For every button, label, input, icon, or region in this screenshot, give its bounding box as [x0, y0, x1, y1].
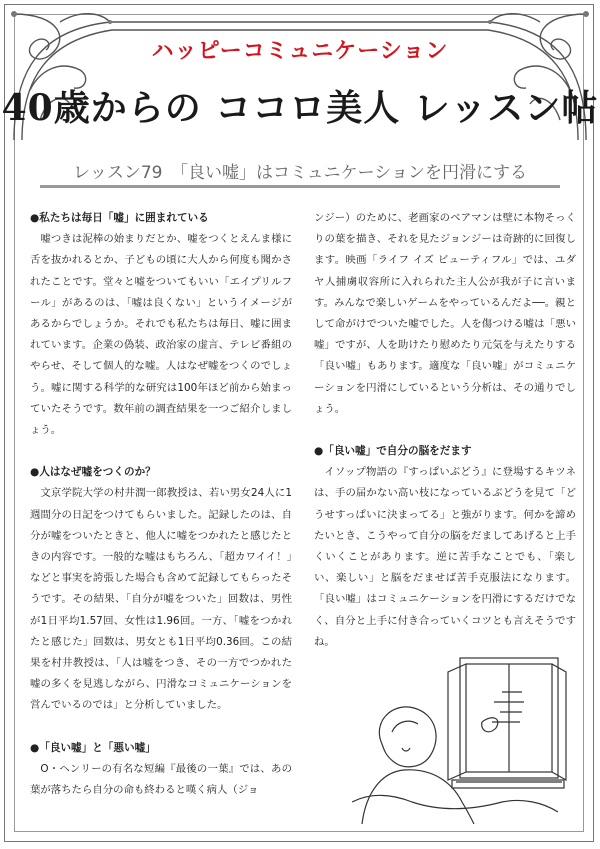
left-column [30, 208, 292, 801]
section-heading: ●「良い嘘」で自分の脳をだます [314, 445, 472, 458]
section-heading: ●「良い嘘」と「悪い嘘」 [30, 741, 156, 754]
section-body: 嘘つきは泥棒の始まりだとか、嘘をつくとえんま様に舌を抜かれるとか、子どもの頃に大人から何度も聞かされたことです。堂々と嘘をついてもいい「エイプリルフール」があるのは、「嘘は良くない」というイメージがあるからでしょうか。それでも私たちは毎日、嘘に囲まれています。企業の偽装、政治家の虚言、テレビ番組のやらせ、そして個人的な嘘。人はなぜ嘘をつくのでしょう。嘘に関する科学的な研究は100年ほど前から始まっていたそうです。数年前の調査結果を一つご紹介しましょう。 [30, 233, 292, 437]
subtitle-rule [40, 185, 560, 188]
section-body: O・ヘンリーの有名な短編『最後の一葉』では、あの葉が落ちたら自分の命も終わると嘆く病人（ジョ [30, 762, 292, 797]
section-heading: ●私たちは毎日「嘘」に囲まれている [30, 212, 209, 224]
series-kicker: ハッピーコミュニケーション [151, 38, 449, 64]
section-body: ンジー）のために、老画家のベアマンは壁に本物そっくりの葉を描き、それを見たジョンジーは奇跡的に回復します。映画「ライフ イズ ビューティフル」では、ユダヤ人捕虜収容所に入れられた主人公が我が子に言います。みんなで楽しいゲームをやっているんだよ──。親として命がけでついた嘘でした。人を傷つける嘘は「悪い嘘」ですが、人を助けたり慰めたり元気を与えたりする「良い嘘」もあります。適度な「良い嘘」がコミュニケーションを円滑にしているという分析は、その通りでしょう。 [314, 212, 576, 415]
right-column [314, 208, 576, 653]
page-title: 40歳からの ココロ美人 レッスン帖 [1, 87, 599, 129]
section-heading: ●人はなぜ嘘をつくのか？ [30, 466, 156, 479]
illustration-woman-at-window [352, 652, 574, 824]
section-body: 文京学院大学の村井潤一郎教授は、若い男女24人に1週間分の日記をつけてもらいました。記録したのは、自分が嘘をついたときと、他人に嘘をつかれたと感じたときの内容です。一般的な嘘はもちろん、「超カワイイ！」などと事実を誇張した場合も含めて記録してもらったそうです。その結果、「自分が嘘をついた」回数は、男性が1日平均1.57回、女性は1.96回。一方、「嘘をつかれたと感じた」回数は、男女とも1日平均0.36回。この結果を村井教授は、「人は嘘をつき、その一方でつかれた嘘の多くを見逃しながら、円滑なコミュニケーションを営んでいるのでは」と分析していました。 [30, 487, 292, 712]
lesson-subtitle: レッスン79 「良い嘘」はコミュニケーションを円滑にする [73, 163, 527, 183]
section-body: イソップ物語の『すっぱいぶどう』に登場するキツネは、手の届かない高い枝になっているぶどうを見て「どうせすっぱいに決まってる」と強がります。何かを諦めたいとき、こうやって自分の脳をだましてあげると上手くいくことがあります。逆に苦手なことでも、「楽しい、楽しい」と脳をだませば苦手克服法になります。「良い嘘」はコミュニケーションを円滑にするだけでなく、自分と上手に付き合っていくコツとも言えそうですね。 [314, 466, 576, 648]
